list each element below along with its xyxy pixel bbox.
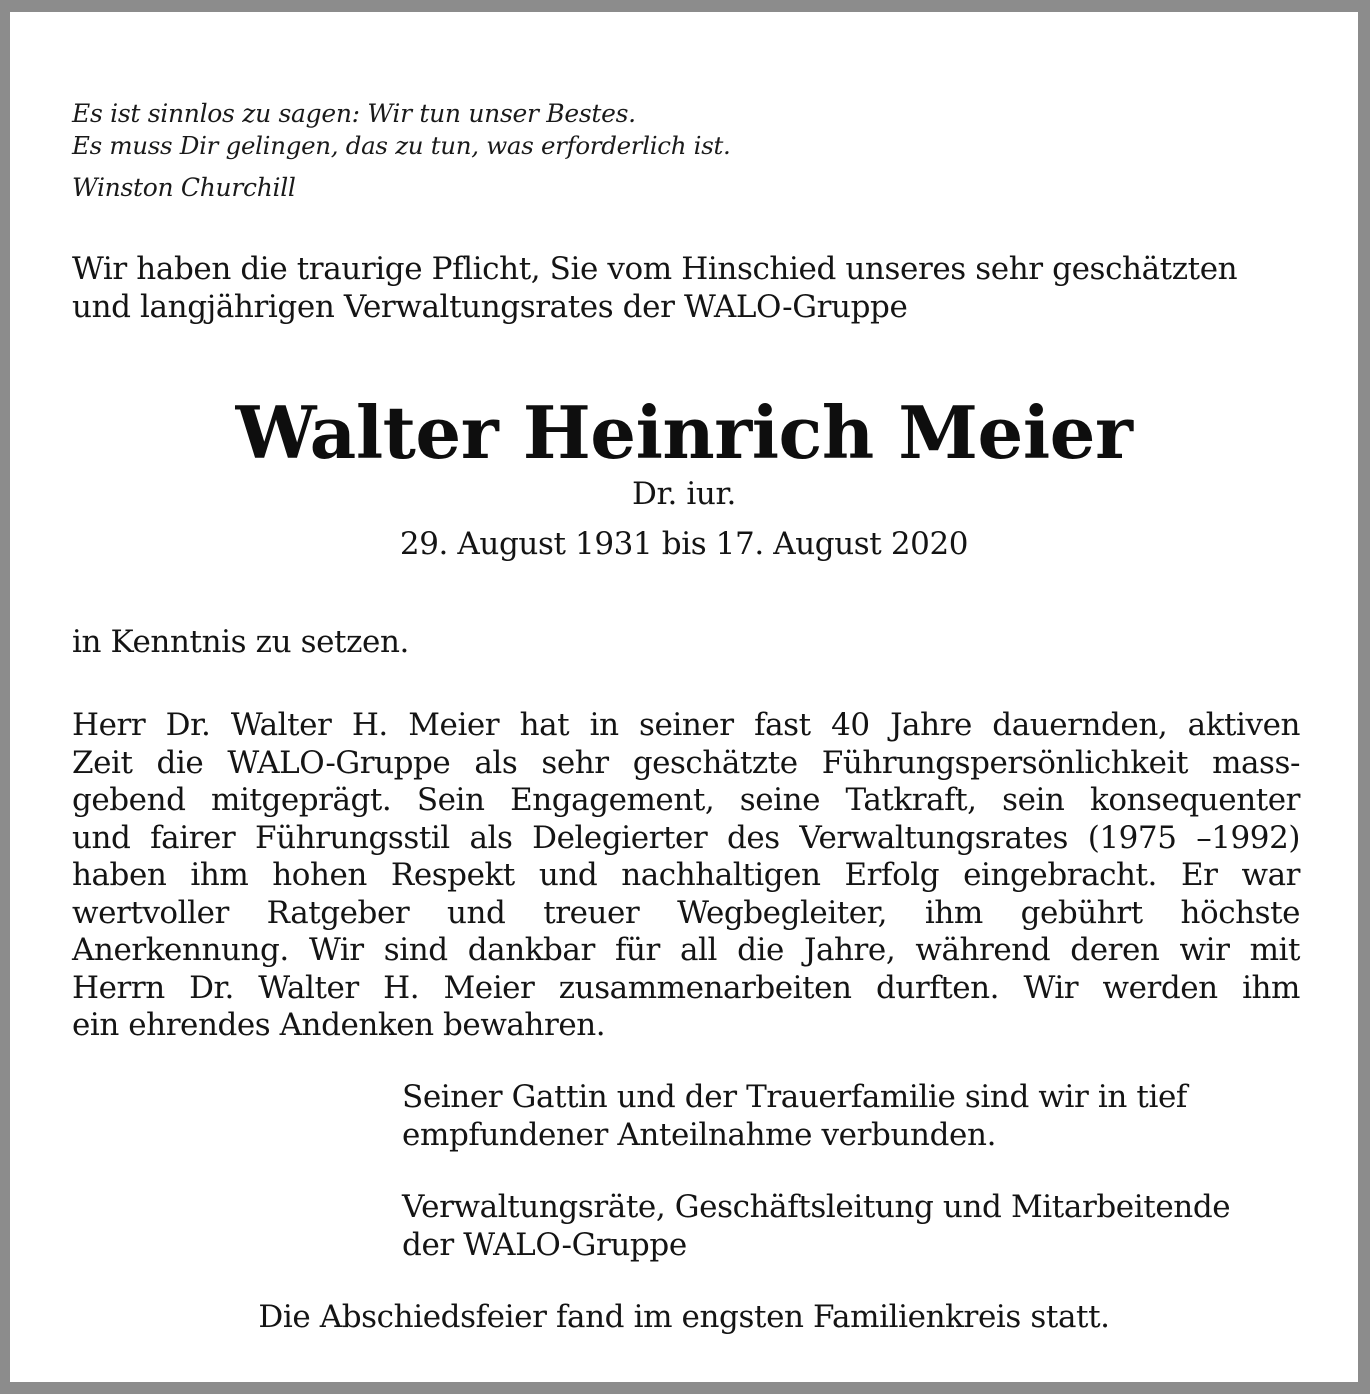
tribute-line: und fairer Führungsstil als Delegierter des Verwaltungsrates (1975 –1992) <box>72 819 1300 856</box>
signature-line: Verwaltungsräte, Geschäftsleitung und Mitarbeitende <box>402 1189 1231 1225</box>
quote-author: Winston Churchill <box>72 173 296 202</box>
signature-line: der WALO-Gruppe <box>402 1227 687 1263</box>
notification-phrase: in Kenntnis zu setzen. <box>72 624 409 660</box>
intro-line: Wir haben die traurige Pflicht, Sie vom Hinschied unseres sehr geschätzten <box>72 251 1238 287</box>
life-dates: 29. August 1931 bis 17. August 2020 <box>399 526 969 562</box>
tribute-line: Anerkennung. Wir sind dankbar für all die Jahre, während deren wir mit <box>72 932 1300 968</box>
tribute-line: Zeit die WALO-Gruppe als sehr geschätzte Führungspersönlichkeit mass- <box>72 744 1300 781</box>
tribute-paragraph <box>72 707 1300 1045</box>
tribute-line: haben ihm hohen Respekt und nachhaltigen Erfolg eingebracht. Er war <box>72 857 1300 893</box>
condolence-line: Seiner Gattin und der Trauerfamilie sind wir in tief <box>402 1079 1188 1115</box>
intro-line: und langjährigen Verwaltungsrates der WALO-Gruppe <box>72 289 908 325</box>
tribute-line: ein ehrendes Andenken bewahren. <box>72 1007 606 1043</box>
condolence-line: empfundener Anteilnahme verbunden. <box>402 1117 997 1153</box>
condolence-paragraph <box>402 1078 1302 1154</box>
signature-block <box>402 1188 1302 1264</box>
quote-line: Es ist sinnlos zu sagen: Wir tun unser Bestes. <box>72 99 636 128</box>
tribute-line: Herrn Dr. Walter H. Meier zusammenarbeiten durften. Wir werden ihm <box>72 969 1300 1006</box>
quote-line: Es muss Dir gelingen, das zu tun, was erforderlich ist. <box>72 131 731 160</box>
obituary-page <box>10 12 1358 1382</box>
churchill-quote <box>72 98 731 204</box>
deceased-name: Walter Heinrich Meier <box>235 390 1133 475</box>
tribute-line: gebend mitgeprägt. Sein Engagement, seine Tatkraft, sein konsequenter <box>72 782 1300 818</box>
intro-paragraph <box>72 250 1300 326</box>
deceased-title: Dr. iur. <box>632 476 736 512</box>
farewell-note: Die Abschiedsfeier fand im engsten Familienkreis statt. <box>258 1299 1110 1335</box>
tribute-line: Herr Dr. Walter H. Meier hat in seiner fast 40 Jahre dauernden, aktiven <box>72 707 1300 743</box>
tribute-line: wertvoller Ratgeber und treuer Wegbegleiter, ihm gebührt höchste <box>72 894 1300 931</box>
